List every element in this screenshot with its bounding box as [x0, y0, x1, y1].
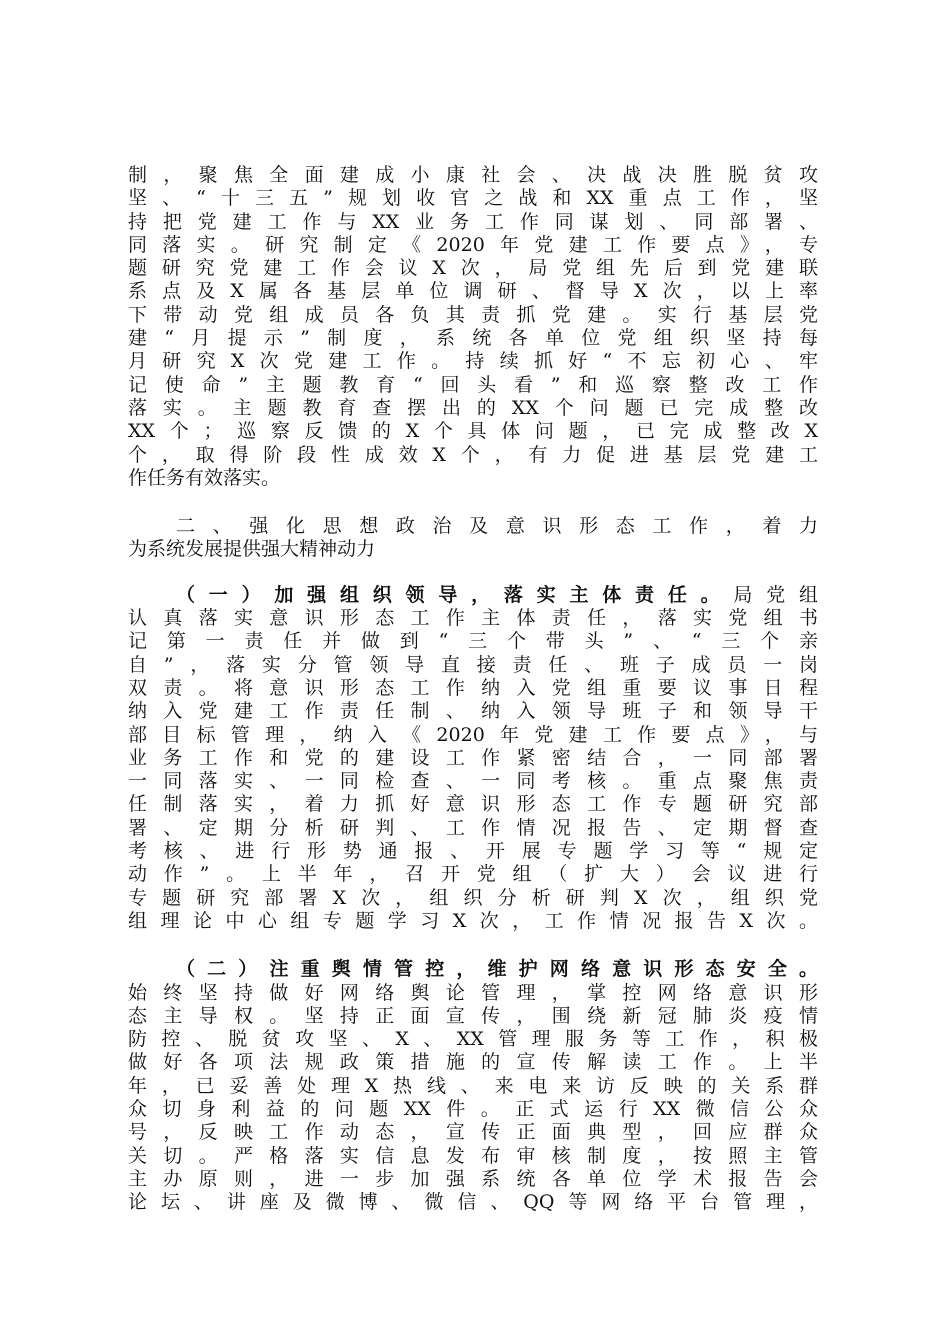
text-line: 坚、“十三五”规划收官之战和XX重点工作，坚	[128, 187, 818, 210]
text-line: 记使命”主题教育“回头看”和巡察整改工作	[128, 373, 818, 396]
text-line: 年，已妥善处理X热线、来电来访反映的关系群	[128, 1074, 818, 1097]
text-line: 部目标管理，纳入《2020年党建工作要点》，与	[128, 723, 818, 746]
document-body	[128, 164, 818, 1214]
text-line: XX个；巡察反馈的X个具体问题，已完成整改X	[128, 420, 818, 443]
text-line: 记第一责任并做到“三个带头”、“三个亲	[128, 630, 818, 653]
section-heading	[128, 515, 818, 562]
text-line: 考核、进行形势通报、开展专题学习等“规定	[128, 840, 818, 863]
text-line: 署、定期分析研判、工作情况报告、定期督查	[128, 816, 818, 839]
text-line: 防控、脱贫攻坚、X、XX管理服务等工作，积极	[128, 1028, 818, 1051]
text-line: 业务工作和党的建设工作紧密结合，一同部署	[128, 746, 818, 769]
paragraph-party-building	[128, 164, 818, 490]
text-line: 众切身利益的问题XX件。正式运行XX微信公众	[128, 1097, 818, 1120]
text-line: 号，反映工作动态，宣传正面典型，回应群众	[128, 1121, 818, 1144]
lead-line	[128, 584, 818, 607]
text-line: 落实。主题教育查摆出的XX个问题已完成整改	[128, 396, 818, 419]
text-line: 双责。将意识形态工作纳入党组重要议事日程	[128, 676, 818, 699]
text-line: 题研究党建工作会议X次，局党组先后到党建联	[128, 257, 818, 280]
text-line: 一同落实、一同检查、一同考核。重点聚焦责	[128, 770, 818, 793]
text-line: 自”，落实分管领导直接责任、班子成员一岗	[128, 653, 818, 676]
text-line: 制，聚焦全面建成小康社会、决战决胜脱贫攻	[128, 164, 818, 186]
text-line: 态主导权。坚持正面宣传，围绕新冠肺炎疫情	[128, 1004, 818, 1027]
lead-line	[128, 958, 818, 981]
subsection-lead: （二）注重舆情管控，维护网络意识形态安全。	[176, 958, 818, 981]
text-line: 论坛、讲座及微博、微信、QQ等网络平台管理，	[128, 1191, 818, 1214]
text-line: 任制落实，着力抓好意识形态工作专题研究部	[128, 793, 818, 816]
text-line: 做好各项法规政策措施的宣传解读工作。上半	[128, 1051, 818, 1074]
text-line: 纳入党建工作责任制、纳入领导班子和领导干	[128, 700, 818, 723]
text-line: 认真落实意识形态工作主体责任，落实党组书	[128, 607, 818, 630]
text-line: 组理论中心组专题学习X次，工作情况报告X次。	[128, 909, 818, 932]
text-line: 作任务有效落实。	[128, 466, 281, 489]
text-line: 建“月提示”制度，系统各单位党组织坚持每	[128, 327, 818, 350]
text-line: 主办原则，进一步加强系统各单位学术报告会	[128, 1167, 818, 1190]
paragraph-opinion-management	[128, 958, 818, 1214]
heading-line: 为系统发展提供强大精神动力	[128, 538, 376, 561]
text-line: 同落实。研究制定《2020年党建工作要点》，专	[128, 233, 818, 256]
subsection-lead: （一）加强组织领导，落实主体责任。	[176, 583, 734, 606]
text-line: 动作”。上半年，召开党组（扩大）会议进行	[128, 863, 818, 886]
text-line: 专题研究部署X次，组织分析研判X次，组织党	[128, 886, 818, 909]
text-line: 持把党建工作与XX业务工作同谋划、同部署、	[128, 210, 818, 233]
text-line: 下带动党组成员各负其责抓党建。实行基层党	[128, 303, 818, 326]
lead-line-rest: 局党组	[733, 583, 818, 606]
heading-line: 二、强化思想政治及意识形态工作，着力	[176, 515, 818, 538]
text-line: 始终坚持做好网络舆论管理，掌控网络意识形	[128, 981, 818, 1004]
text-line: 系点及X属各基层单位调研、督导X次，以上率	[128, 280, 818, 303]
text-line: 月研究X次党建工作。持续抓好“不忘初心、牢	[128, 350, 818, 373]
text-line: 个，取得阶段性成效X个，有力促进基层党建工	[128, 443, 818, 466]
paragraph-organizational-leadership	[128, 584, 818, 933]
text-line: 关切。严格落实信息发布审核制度，按照主管	[128, 1144, 818, 1167]
